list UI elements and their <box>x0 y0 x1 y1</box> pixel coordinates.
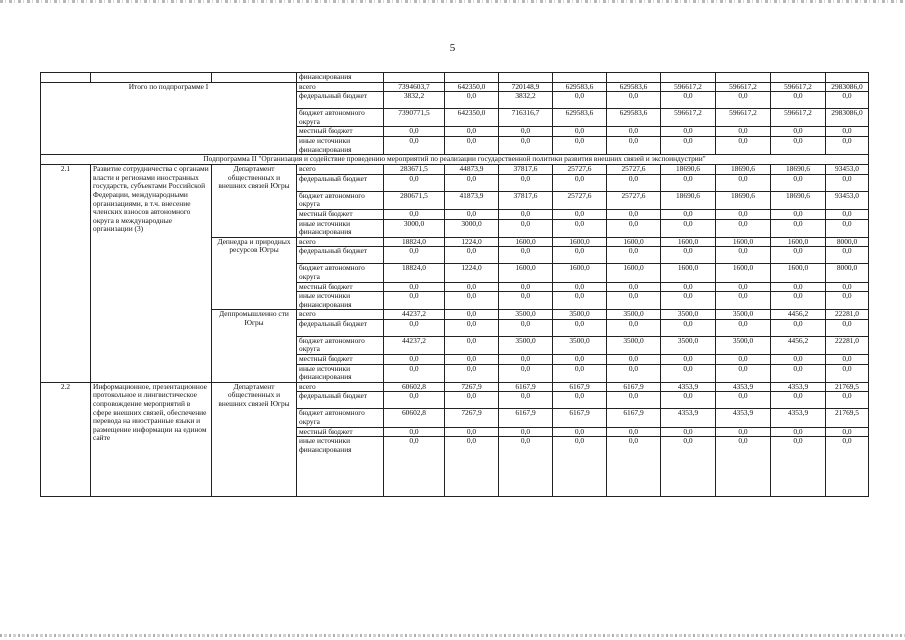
value-cell: 60602,8 <box>384 409 445 427</box>
value-cell: 4456,2 <box>771 310 826 320</box>
value-cell: 0,0 <box>826 92 869 109</box>
value-cell <box>553 73 607 83</box>
value-cell: 0,0 <box>607 209 661 219</box>
value-cell: 0,0 <box>445 364 499 382</box>
value-cell: 1600,0 <box>661 264 716 282</box>
value-cell: 0,0 <box>607 319 661 336</box>
value-cell: 21769,5 <box>826 409 869 427</box>
value-cell: 0,0 <box>771 427 826 437</box>
value-cell: 0,0 <box>771 437 826 497</box>
source-cell: всего <box>297 310 384 320</box>
source-cell: бюджет автономного округа <box>297 336 384 354</box>
value-cell: 642350,0 <box>445 82 499 92</box>
value-cell: 0,0 <box>499 282 553 292</box>
source-cell: местный бюджет <box>297 427 384 437</box>
value-cell: 283671,5 <box>384 165 445 175</box>
value-cell: 0,0 <box>607 355 661 365</box>
value-cell: 1224,0 <box>445 264 499 282</box>
executor-cell: Деппромышленно сти Югры <box>212 310 297 383</box>
value-cell: 0,0 <box>607 292 661 310</box>
value-cell: 3500,0 <box>716 310 771 320</box>
value-cell: 0,0 <box>771 319 826 336</box>
value-cell: 0,0 <box>607 282 661 292</box>
value-cell: 44237,2 <box>384 336 445 354</box>
value-cell: 0,0 <box>384 355 445 365</box>
value-cell: 0,0 <box>445 392 499 409</box>
value-cell: 596617,2 <box>771 82 826 92</box>
value-cell <box>607 73 661 83</box>
executor-cell: Департамент общественных и внешних связей Югры <box>212 165 297 238</box>
value-cell: 0,0 <box>553 174 607 191</box>
value-cell: 596617,2 <box>716 82 771 92</box>
value-cell: 1600,0 <box>661 237 716 247</box>
value-cell: 22281,0 <box>826 336 869 354</box>
value-cell: 6167,9 <box>607 409 661 427</box>
value-cell: 0,0 <box>661 364 716 382</box>
value-cell: 37817,6 <box>499 191 553 209</box>
value-cell: 629583,6 <box>607 109 661 127</box>
source-cell: финансирования <box>297 73 384 83</box>
item-number: 2.2 <box>41 382 91 496</box>
value-cell: 0,0 <box>384 319 445 336</box>
source-cell: местный бюджет <box>297 127 384 137</box>
value-cell: 0,0 <box>499 292 553 310</box>
value-cell: 0,0 <box>771 127 826 137</box>
source-cell: всего <box>297 82 384 92</box>
value-cell: 0,0 <box>553 282 607 292</box>
value-cell: 3000,0 <box>384 219 445 237</box>
value-cell: 0,0 <box>499 355 553 365</box>
value-cell: 0,0 <box>445 127 499 137</box>
source-cell: местный бюджет <box>297 355 384 365</box>
value-cell: 629583,6 <box>553 109 607 127</box>
value-cell: 18690,6 <box>661 191 716 209</box>
value-cell <box>771 73 826 83</box>
value-cell: 0,0 <box>384 427 445 437</box>
value-cell: 0,0 <box>826 136 869 154</box>
table-row <box>41 382 869 392</box>
value-cell: 0,0 <box>661 219 716 237</box>
value-cell: 25727,6 <box>607 191 661 209</box>
value-cell: 1224,0 <box>445 237 499 247</box>
value-cell: 93453,0 <box>826 165 869 175</box>
value-cell: 596617,2 <box>661 82 716 92</box>
value-cell: 3500,0 <box>499 336 553 354</box>
value-cell: 4353,9 <box>661 409 716 427</box>
value-cell: 0,0 <box>384 364 445 382</box>
value-cell: 596617,2 <box>771 109 826 127</box>
value-cell: 0,0 <box>661 127 716 137</box>
value-cell: 8000,0 <box>826 237 869 247</box>
value-cell: 0,0 <box>771 174 826 191</box>
value-cell: 4353,9 <box>771 409 826 427</box>
value-cell: 1600,0 <box>716 264 771 282</box>
value-cell: 1600,0 <box>771 237 826 247</box>
value-cell: 0,0 <box>771 392 826 409</box>
value-cell: 0,0 <box>826 355 869 365</box>
value-cell: 4353,9 <box>661 382 716 392</box>
value-cell: 0,0 <box>661 355 716 365</box>
value-cell: 0,0 <box>499 219 553 237</box>
budget-table <box>40 72 869 497</box>
value-cell: 41873,9 <box>445 191 499 209</box>
source-cell: всего <box>297 237 384 247</box>
table-row <box>41 73 869 83</box>
value-cell: 0,0 <box>553 319 607 336</box>
value-cell: 0,0 <box>716 355 771 365</box>
source-cell: иные источники финансирования <box>297 364 384 382</box>
total-label: Итого по подпрограмме I <box>41 82 297 155</box>
value-cell: 0,0 <box>445 427 499 437</box>
value-cell: 0,0 <box>553 437 607 497</box>
value-cell: 0,0 <box>384 437 445 497</box>
value-cell: 1600,0 <box>716 237 771 247</box>
value-cell: 0,0 <box>716 174 771 191</box>
value-cell: 596617,2 <box>661 109 716 127</box>
value-cell: 0,0 <box>826 219 869 237</box>
value-cell: 0,0 <box>384 247 445 264</box>
source-cell: бюджет автономного округа <box>297 191 384 209</box>
source-cell: федеральный бюджет <box>297 247 384 264</box>
value-cell: 6167,9 <box>499 382 553 392</box>
value-cell: 0,0 <box>499 209 553 219</box>
value-cell <box>826 73 869 83</box>
value-cell <box>716 73 771 83</box>
value-cell: 0,0 <box>553 247 607 264</box>
source-cell: всего <box>297 382 384 392</box>
value-cell: 0,0 <box>499 364 553 382</box>
source-cell: иные источники финансирования <box>297 437 384 497</box>
value-cell: 0,0 <box>716 437 771 497</box>
value-cell: 1600,0 <box>771 264 826 282</box>
value-cell: 0,0 <box>661 292 716 310</box>
value-cell: 0,0 <box>445 292 499 310</box>
value-cell <box>384 73 445 83</box>
value-cell: 0,0 <box>661 136 716 154</box>
value-cell: 0,0 <box>826 174 869 191</box>
value-cell: 25727,6 <box>607 165 661 175</box>
value-cell: 60602,8 <box>384 382 445 392</box>
empty-cell <box>91 73 212 83</box>
source-cell: местный бюджет <box>297 209 384 219</box>
value-cell: 0,0 <box>661 174 716 191</box>
value-cell: 629583,6 <box>607 82 661 92</box>
value-cell: 3500,0 <box>661 336 716 354</box>
value-cell: 0,0 <box>716 364 771 382</box>
empty-cell <box>41 73 91 83</box>
value-cell: 0,0 <box>607 392 661 409</box>
value-cell: 0,0 <box>445 209 499 219</box>
value-cell: 0,0 <box>384 209 445 219</box>
value-cell: 18690,6 <box>661 165 716 175</box>
value-cell: 1600,0 <box>607 237 661 247</box>
empty-cell <box>212 73 297 83</box>
value-cell: 7267,9 <box>445 409 499 427</box>
source-cell: иные источники финансирования <box>297 136 384 154</box>
value-cell: 0,0 <box>499 127 553 137</box>
value-cell: 18690,6 <box>716 191 771 209</box>
value-cell: 0,0 <box>716 282 771 292</box>
value-cell: 44237,2 <box>384 310 445 320</box>
value-cell: 0,0 <box>553 219 607 237</box>
value-cell: 0,0 <box>607 92 661 109</box>
value-cell: 2983086,0 <box>826 82 869 92</box>
value-cell: 7390771,5 <box>384 109 445 127</box>
value-cell: 0,0 <box>661 282 716 292</box>
source-cell: местный бюджет <box>297 282 384 292</box>
value-cell: 0,0 <box>553 127 607 137</box>
value-cell: 18824,0 <box>384 237 445 247</box>
value-cell: 0,0 <box>607 427 661 437</box>
executor-cell: Департамент общественных и внешних связей Югры <box>212 382 297 496</box>
value-cell: 3500,0 <box>607 336 661 354</box>
value-cell: 0,0 <box>607 247 661 264</box>
value-cell: 0,0 <box>384 292 445 310</box>
value-cell: 0,0 <box>553 355 607 365</box>
value-cell: 0,0 <box>826 364 869 382</box>
source-cell: федеральный бюджет <box>297 319 384 336</box>
value-cell: 0,0 <box>826 392 869 409</box>
value-cell: 3000,0 <box>445 219 499 237</box>
value-cell: 0,0 <box>607 364 661 382</box>
value-cell: 0,0 <box>826 209 869 219</box>
value-cell: 629583,6 <box>553 82 607 92</box>
value-cell: 0,0 <box>499 319 553 336</box>
value-cell: 0,0 <box>607 127 661 137</box>
value-cell: 4353,9 <box>771 382 826 392</box>
value-cell: 0,0 <box>771 219 826 237</box>
value-cell: 0,0 <box>716 392 771 409</box>
value-cell: 642350,0 <box>445 109 499 127</box>
value-cell: 0,0 <box>445 247 499 264</box>
value-cell: 0,0 <box>499 136 553 154</box>
value-cell: 0,0 <box>499 392 553 409</box>
value-cell: 18690,6 <box>771 191 826 209</box>
source-cell: иные источники финансирования <box>297 219 384 237</box>
value-cell: 0,0 <box>771 282 826 292</box>
value-cell: 4353,9 <box>716 382 771 392</box>
table-body <box>41 73 869 497</box>
value-cell: 0,0 <box>553 292 607 310</box>
value-cell: 0,0 <box>716 219 771 237</box>
value-cell: 6167,9 <box>607 382 661 392</box>
source-cell: федеральный бюджет <box>297 392 384 409</box>
value-cell: 0,0 <box>445 336 499 354</box>
value-cell: 18690,6 <box>771 165 826 175</box>
value-cell: 0,0 <box>553 209 607 219</box>
value-cell: 6167,9 <box>499 409 553 427</box>
value-cell: 0,0 <box>445 136 499 154</box>
value-cell: 0,0 <box>445 437 499 497</box>
value-cell: 0,0 <box>384 392 445 409</box>
table-row <box>41 165 869 175</box>
value-cell: 0,0 <box>771 136 826 154</box>
value-cell: 280671,5 <box>384 191 445 209</box>
value-cell: 0,0 <box>716 247 771 264</box>
value-cell: 0,0 <box>661 392 716 409</box>
value-cell: 0,0 <box>661 437 716 497</box>
value-cell: 93453,0 <box>826 191 869 209</box>
value-cell <box>499 73 553 83</box>
source-cell: бюджет автономного округа <box>297 409 384 427</box>
value-cell: 3500,0 <box>499 310 553 320</box>
value-cell: 720148,9 <box>499 82 553 92</box>
value-cell: 0,0 <box>826 247 869 264</box>
value-cell: 0,0 <box>661 427 716 437</box>
value-cell: 25727,6 <box>553 165 607 175</box>
value-cell: 1600,0 <box>499 264 553 282</box>
value-cell: 0,0 <box>661 92 716 109</box>
value-cell: 4456,2 <box>771 336 826 354</box>
value-cell: 0,0 <box>661 247 716 264</box>
value-cell: 44873,9 <box>445 165 499 175</box>
value-cell: 1600,0 <box>607 264 661 282</box>
value-cell <box>445 73 499 83</box>
value-cell: 0,0 <box>716 319 771 336</box>
value-cell: 0,0 <box>384 127 445 137</box>
value-cell: 596617,2 <box>716 109 771 127</box>
item-number: 2.1 <box>41 165 91 383</box>
value-cell <box>661 73 716 83</box>
value-cell: 0,0 <box>607 219 661 237</box>
value-cell: 7394603,7 <box>384 82 445 92</box>
value-cell: 3500,0 <box>553 336 607 354</box>
value-cell: 2983086,0 <box>826 109 869 127</box>
value-cell: 0,0 <box>499 437 553 497</box>
source-cell: федеральный бюджет <box>297 174 384 191</box>
value-cell: 0,0 <box>607 136 661 154</box>
value-cell: 0,0 <box>445 355 499 365</box>
item-description: Информационное, презентационное протокольное и лингвистическое сопровождение мероприятий в сфере внешних связей, обеспечение перевода на иностранные языки и размещение информации на едином сайте <box>91 382 212 496</box>
value-cell: 3832,2 <box>384 92 445 109</box>
value-cell: 0,0 <box>826 292 869 310</box>
value-cell: 0,0 <box>716 92 771 109</box>
value-cell: 3500,0 <box>607 310 661 320</box>
value-cell: 0,0 <box>607 437 661 497</box>
value-cell: 3500,0 <box>553 310 607 320</box>
value-cell: 8000,0 <box>826 264 869 282</box>
value-cell: 716316,7 <box>499 109 553 127</box>
value-cell: 0,0 <box>771 247 826 264</box>
value-cell: 0,0 <box>445 174 499 191</box>
value-cell: 0,0 <box>553 427 607 437</box>
source-cell: бюджет автономного округа <box>297 264 384 282</box>
value-cell: 0,0 <box>607 174 661 191</box>
value-cell: 0,0 <box>771 209 826 219</box>
value-cell: 3832,2 <box>499 92 553 109</box>
table-row <box>41 155 869 165</box>
source-cell: всего <box>297 165 384 175</box>
value-cell: 18824,0 <box>384 264 445 282</box>
source-cell: иные источники финансирования <box>297 292 384 310</box>
value-cell: 0,0 <box>384 174 445 191</box>
value-cell: 0,0 <box>445 319 499 336</box>
scan-edge-bottom <box>0 634 905 637</box>
value-cell: 6167,9 <box>553 382 607 392</box>
value-cell: 0,0 <box>553 392 607 409</box>
item-description: Развитие сотрудничества с органами власти и регионами иностранных государств, субъектами Российской Федерации, международными организациями, в т.ч. внесение членских взносов автономного округа в международные организации (3) <box>91 165 212 383</box>
scan-edge-top <box>0 0 905 3</box>
value-cell: 3500,0 <box>661 310 716 320</box>
value-cell: 37817,6 <box>499 165 553 175</box>
value-cell: 6167,9 <box>553 409 607 427</box>
value-cell: 0,0 <box>826 282 869 292</box>
value-cell: 0,0 <box>384 282 445 292</box>
value-cell: 0,0 <box>771 364 826 382</box>
value-cell: 3500,0 <box>716 336 771 354</box>
value-cell: 25727,6 <box>553 191 607 209</box>
value-cell: 4353,9 <box>716 409 771 427</box>
value-cell: 0,0 <box>445 92 499 109</box>
table-row <box>41 82 869 92</box>
value-cell: 21769,5 <box>826 382 869 392</box>
value-cell: 0,0 <box>771 292 826 310</box>
value-cell: 0,0 <box>716 127 771 137</box>
value-cell: 18690,6 <box>716 165 771 175</box>
executor-cell: Депнедра и природных ресурсов Югры <box>212 237 297 310</box>
value-cell: 0,0 <box>826 319 869 336</box>
value-cell: 0,0 <box>826 127 869 137</box>
value-cell: 0,0 <box>826 427 869 437</box>
value-cell: 0,0 <box>553 92 607 109</box>
page-number: 5 <box>449 42 456 54</box>
value-cell: 1600,0 <box>553 264 607 282</box>
value-cell: 0,0 <box>716 292 771 310</box>
value-cell: 1600,0 <box>499 237 553 247</box>
value-cell: 0,0 <box>771 355 826 365</box>
value-cell: 0,0 <box>716 427 771 437</box>
subprogram-title: Подпрограмма II "Организация и содействие проведению мероприятий по реализации государственной политики развития внешних связей и экспоиндустрии" <box>41 155 869 165</box>
value-cell: 0,0 <box>499 427 553 437</box>
value-cell: 0,0 <box>384 136 445 154</box>
value-cell: 22281,0 <box>826 310 869 320</box>
value-cell: 0,0 <box>445 310 499 320</box>
value-cell: 0,0 <box>661 209 716 219</box>
value-cell: 0,0 <box>445 282 499 292</box>
value-cell: 0,0 <box>771 92 826 109</box>
value-cell: 0,0 <box>661 319 716 336</box>
value-cell: 0,0 <box>716 209 771 219</box>
value-cell: 1600,0 <box>553 237 607 247</box>
value-cell: 0,0 <box>826 437 869 497</box>
source-cell: федеральный бюджет <box>297 92 384 109</box>
value-cell: 0,0 <box>499 174 553 191</box>
source-cell: бюджет автономного округа <box>297 109 384 127</box>
value-cell: 0,0 <box>553 136 607 154</box>
value-cell: 0,0 <box>716 136 771 154</box>
value-cell: 0,0 <box>499 247 553 264</box>
value-cell: 0,0 <box>553 364 607 382</box>
value-cell: 7267,9 <box>445 382 499 392</box>
